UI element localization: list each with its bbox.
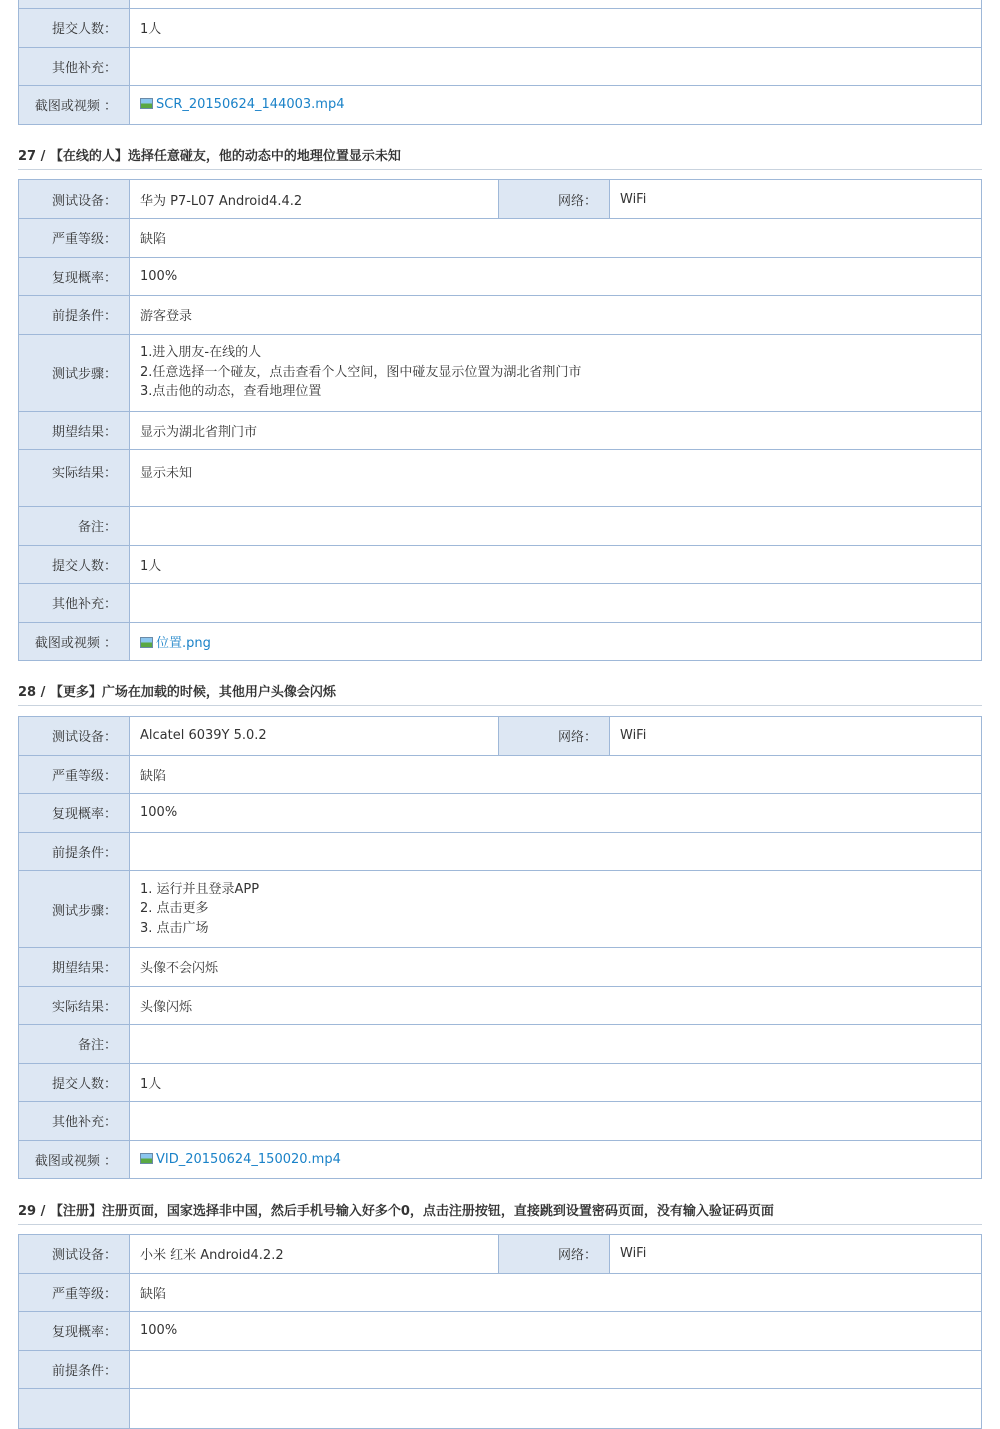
row-cell-empty bbox=[19, 1389, 130, 1429]
step-item: 2. 点击更多 bbox=[140, 901, 209, 917]
issue-28-table bbox=[18, 716, 982, 1179]
network-label: 网络： bbox=[499, 717, 610, 756]
steps-label: 测试步骤： bbox=[19, 334, 130, 411]
actual-label: 实际结果： bbox=[19, 450, 130, 507]
media-link[interactable]: SCR_20150624_144003.mp4 bbox=[156, 97, 345, 113]
probability-value: 100% bbox=[130, 794, 982, 833]
media-cell bbox=[130, 622, 982, 661]
supplement-value bbox=[130, 47, 982, 86]
issue-26-tail-table bbox=[18, 0, 982, 125]
probability-value: 100% bbox=[130, 257, 982, 296]
row-cell-empty bbox=[19, 0, 130, 9]
submitters-label: 提交人数： bbox=[19, 545, 130, 584]
media-cell bbox=[130, 1140, 982, 1179]
severity-label: 严重等级： bbox=[19, 1273, 130, 1312]
supplement-label: 其他补充： bbox=[19, 1102, 130, 1141]
submitters-label: 提交人数： bbox=[19, 1063, 130, 1102]
probability-value: 100% bbox=[130, 1312, 982, 1351]
device-label: 测试设备： bbox=[19, 180, 130, 219]
probability-label: 复现概率： bbox=[19, 1312, 130, 1351]
remark-label: 备注： bbox=[19, 1025, 130, 1064]
row-cell-empty bbox=[130, 0, 982, 9]
severity-value: 缺陷 bbox=[130, 1273, 982, 1312]
step-item: 3.点击他的动态，查看地理位置 bbox=[140, 384, 322, 400]
probability-label: 复现概率： bbox=[19, 794, 130, 833]
image-file-icon bbox=[140, 1153, 153, 1164]
network-value: WiFi bbox=[610, 717, 982, 756]
section-divider bbox=[18, 169, 982, 170]
section-divider bbox=[18, 705, 982, 706]
device-value: 华为 P7-L07 Android4.4.2 bbox=[130, 180, 499, 219]
expected-label: 期望结果： bbox=[19, 411, 130, 450]
severity-value: 缺陷 bbox=[130, 219, 982, 258]
submitters-label: 提交人数： bbox=[19, 9, 130, 48]
actual-label: 实际结果： bbox=[19, 986, 130, 1025]
section-divider bbox=[18, 1224, 982, 1225]
image-file-icon bbox=[140, 637, 153, 648]
device-label: 测试设备： bbox=[19, 1235, 130, 1274]
precondition-value bbox=[130, 832, 982, 871]
expected-value: 显示为湖北省荆门市 bbox=[130, 411, 982, 450]
image-file-icon bbox=[140, 98, 153, 109]
network-label: 网络： bbox=[499, 180, 610, 219]
submitters-value: 1人 bbox=[130, 9, 982, 48]
issue-27-title: 27 / 【在线的人】选择任意碰友，他的动态中的地理位置显示未知 bbox=[18, 149, 401, 164]
supplement-label: 其他补充： bbox=[19, 47, 130, 86]
precondition-label: 前提条件： bbox=[19, 296, 130, 335]
device-value: 小米 红米 Android4.2.2 bbox=[130, 1235, 499, 1274]
network-label: 网络： bbox=[499, 1235, 610, 1274]
severity-value: 缺陷 bbox=[130, 755, 982, 794]
supplement-value bbox=[130, 584, 982, 623]
remark-value bbox=[130, 507, 982, 546]
media-label: 截图或视频 ： bbox=[19, 622, 130, 661]
actual-value: 显示未知 bbox=[130, 450, 982, 507]
issue-29-table bbox=[18, 1234, 982, 1429]
precondition-value: 游客登录 bbox=[130, 296, 982, 335]
precondition-label: 前提条件： bbox=[19, 1350, 130, 1389]
issue-28-title: 28 / 【更多】广场在加载的时候，其他用户头像会闪烁 bbox=[18, 685, 336, 700]
expected-label: 期望结果： bbox=[19, 948, 130, 987]
device-label: 测试设备： bbox=[19, 717, 130, 756]
supplement-label: 其他补充： bbox=[19, 584, 130, 623]
media-link[interactable]: VID_20150624_150020.mp4 bbox=[156, 1151, 341, 1167]
severity-label: 严重等级： bbox=[19, 755, 130, 794]
supplement-value bbox=[130, 1102, 982, 1141]
precondition-label: 前提条件： bbox=[19, 832, 130, 871]
media-label: 截图或视频 ： bbox=[19, 1140, 130, 1179]
media-link[interactable]: 位置.png bbox=[156, 635, 211, 651]
media-label: 截图或视频 ： bbox=[19, 86, 130, 125]
precondition-value bbox=[130, 1350, 982, 1389]
steps-label: 测试步骤： bbox=[19, 871, 130, 948]
step-item: 2.任意选择一个碰友，点击查看个人空间，图中碰友显示位置为湖北省荆门市 bbox=[140, 364, 582, 380]
network-value: WiFi bbox=[610, 1235, 982, 1274]
step-item: 3. 点击广场 bbox=[140, 920, 209, 936]
actual-value: 头像闪烁 bbox=[130, 986, 982, 1025]
expected-value: 头像不会闪烁 bbox=[130, 948, 982, 987]
device-value: Alcatel 6039Y 5.0.2 bbox=[130, 717, 499, 756]
remark-label: 备注： bbox=[19, 507, 130, 546]
remark-value bbox=[130, 1025, 982, 1064]
issue-29-title: 29 / 【注册】注册页面，国家选择非中国，然后手机号输入好多个0，点击注册按钮，直接跳到设置密码页面，没有输入验证码页面 bbox=[18, 1204, 774, 1219]
steps-cell bbox=[130, 871, 982, 948]
media-cell bbox=[130, 86, 982, 125]
row-cell-empty bbox=[130, 1389, 982, 1429]
submitters-value: 1人 bbox=[130, 1063, 982, 1102]
steps-cell bbox=[130, 334, 982, 411]
submitters-value: 1人 bbox=[130, 545, 982, 584]
severity-label: 严重等级： bbox=[19, 219, 130, 258]
step-item: 1. 运行并且登录APP bbox=[140, 881, 260, 897]
network-value: WiFi bbox=[610, 180, 982, 219]
issue-27-table bbox=[18, 179, 982, 661]
step-item: 1.进入朋友-在线的人 bbox=[140, 345, 262, 361]
probability-label: 复现概率： bbox=[19, 257, 130, 296]
